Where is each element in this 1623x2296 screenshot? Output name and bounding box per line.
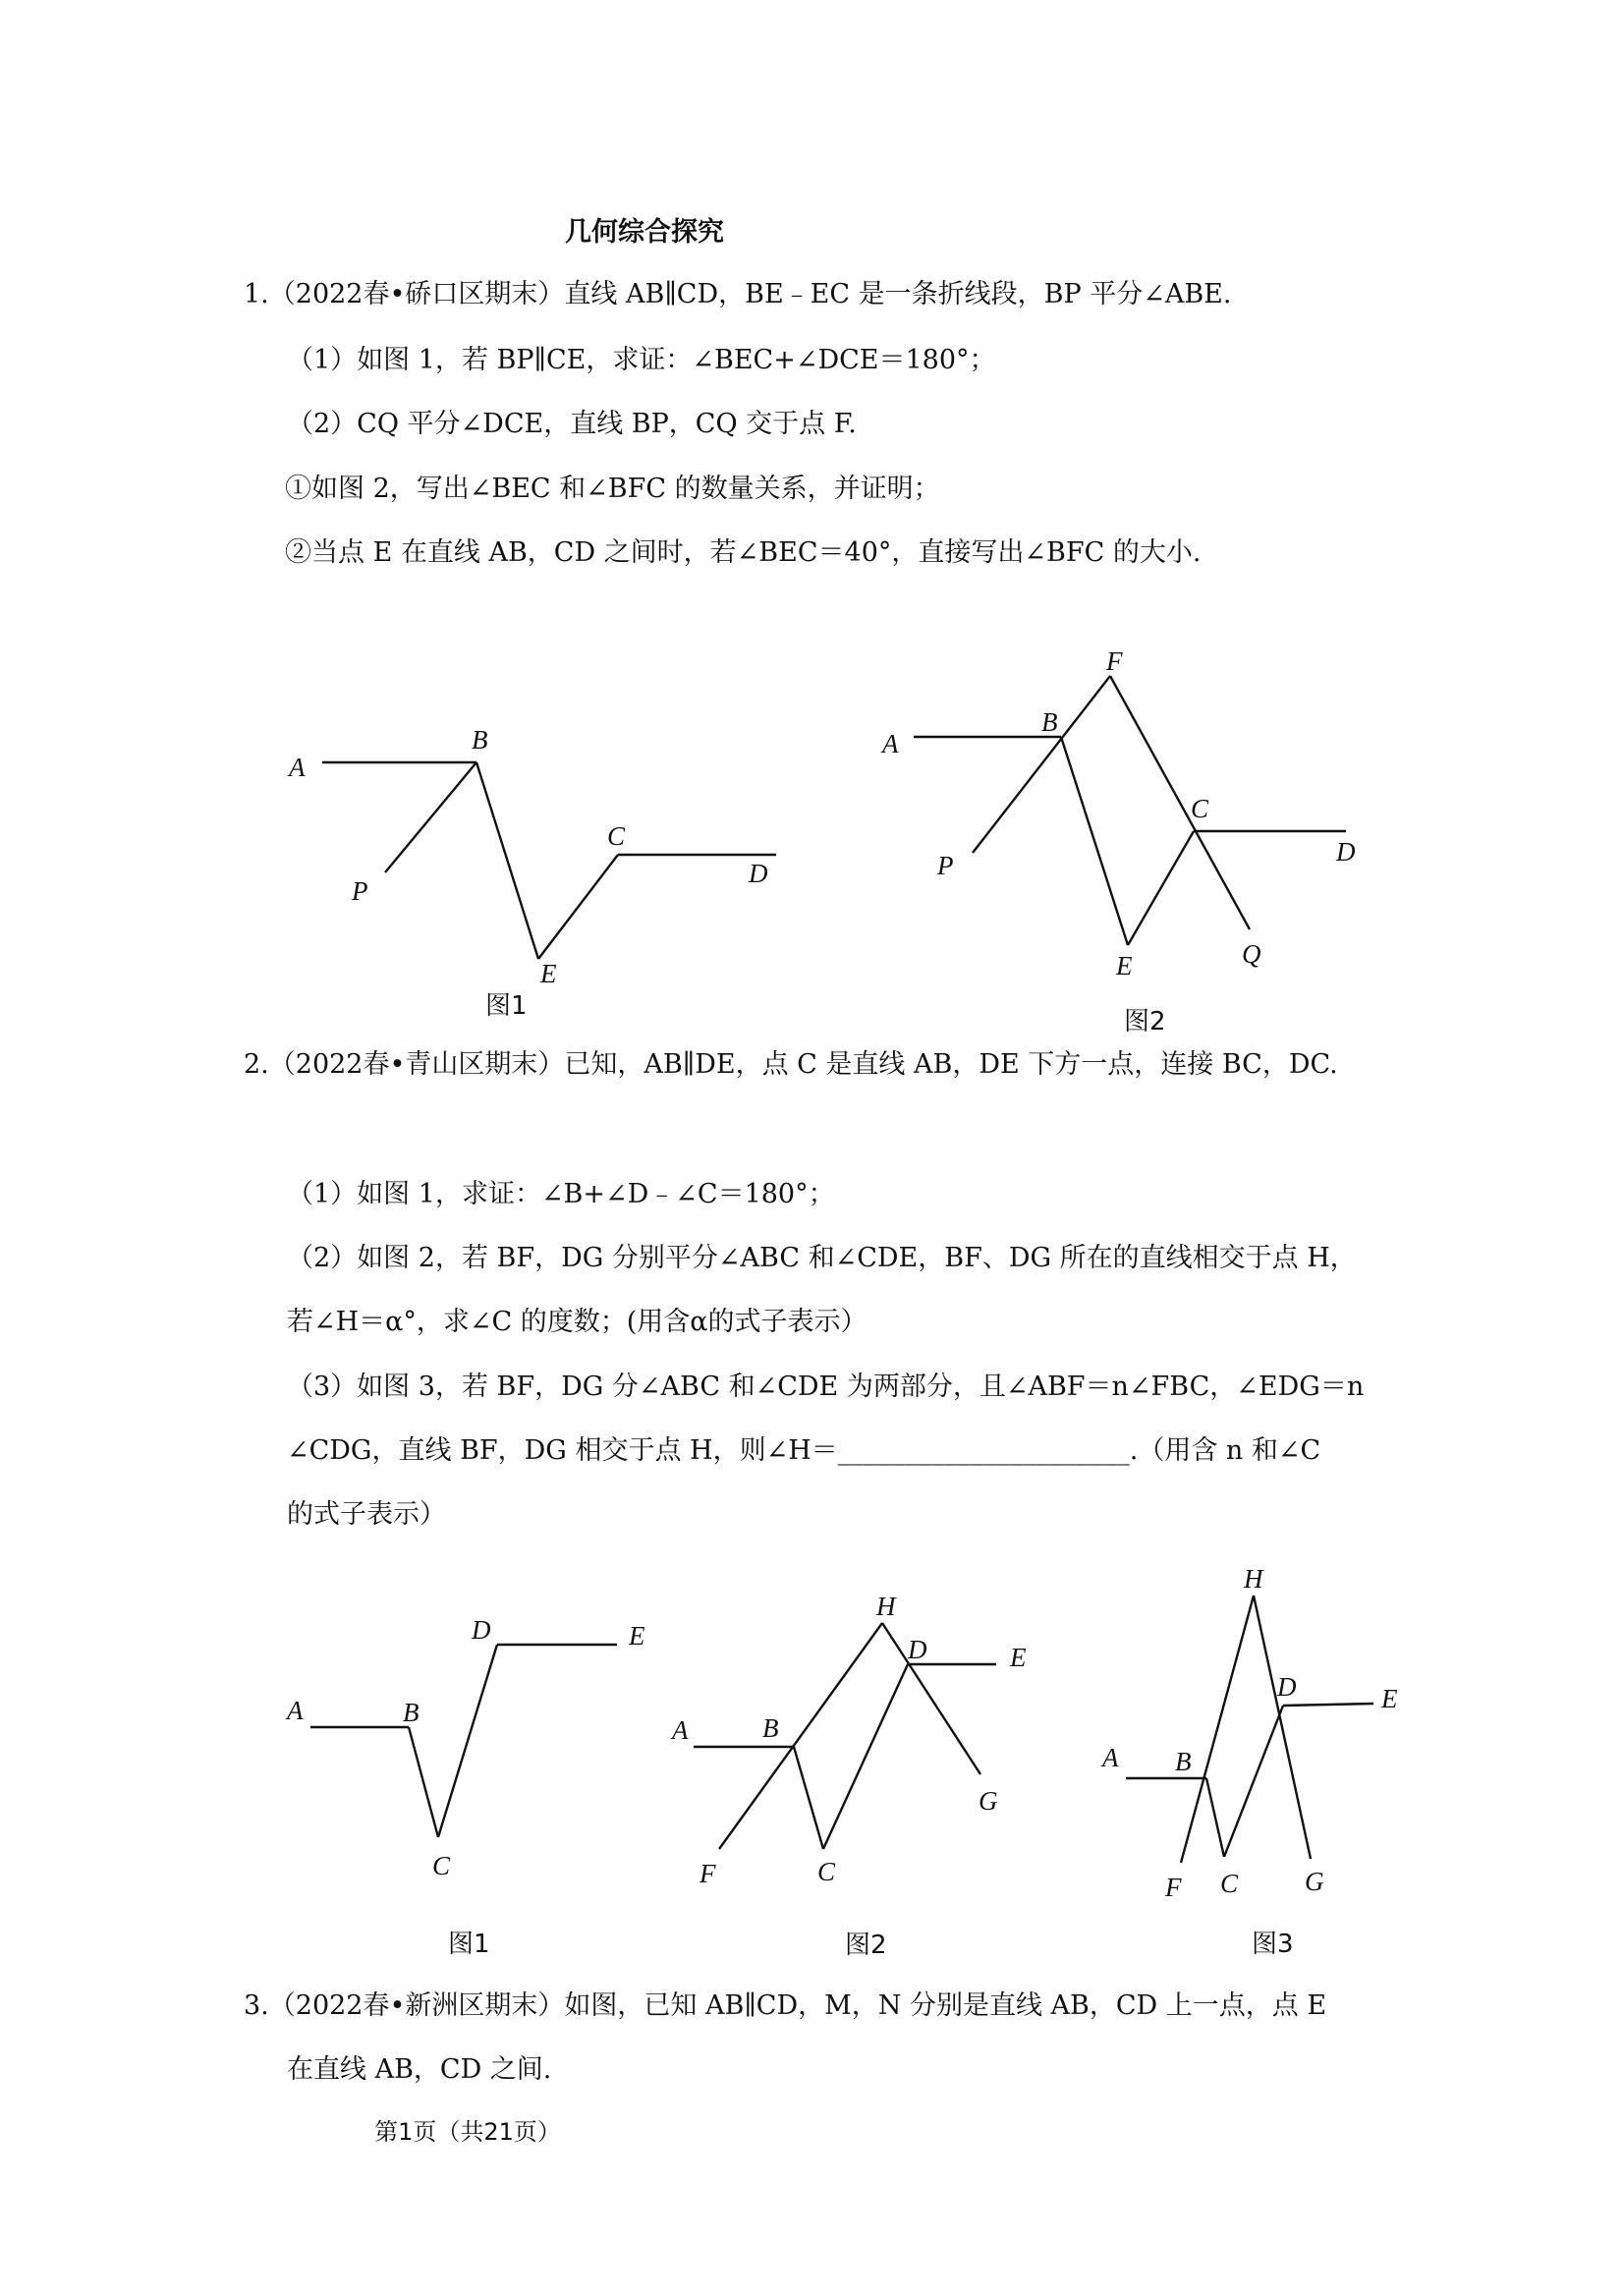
label-p: P [937,851,954,880]
q2-part2: （2）如图 2，若 BF，DG 分别平分∠ABC 和∠CDE，BF、DG 所在的直线相交于点 H， [287,1243,1357,1273]
q2-figure-1 [275,1601,688,1975]
q3-stem: 3.（2022春•新洲区期末）如图，已知 AB∥CD，M，N 分别是直线 AB，CD 上一点，点 E [244,1990,1327,2021]
q2-figure-3 [1091,1552,1425,1975]
label-c: C [1191,794,1209,823]
segment-bc [1206,1778,1224,1857]
q1-part2-sub1: ①如图 2，写出∠BEC 和∠BFC 的数量关系，并证明； [285,474,940,504]
q1-figure-1 [275,707,786,1032]
label-c: C [607,821,626,851]
label-d: D [908,1635,927,1664]
label-e: E [1116,951,1133,980]
segment-fq [1110,676,1250,929]
segment-be [1061,737,1128,945]
label-d: D [749,859,768,888]
label-b: B [1041,707,1058,737]
label-f: F [1165,1873,1182,1902]
q2-part3: （3）如图 3，若 BF，DG 分∠ABC 和∠CDE 为两部分，且∠ABF＝n∠FBC，∠EDG＝n [287,1372,1365,1402]
segment-cd [823,1664,908,1849]
label-c: C [432,1851,451,1880]
label-a: A [287,1696,304,1725]
label-a: A [289,753,306,782]
label-a: A [1102,1743,1119,1772]
label-d: D [472,1615,491,1645]
segment-cd [1224,1706,1283,1857]
label-e: E [1381,1684,1398,1713]
q3-stem-cont: 在直线 AB，CD 之间. [287,2054,552,2085]
figure-caption: 图1 [485,991,528,1021]
figure-caption: 图3 [1252,1930,1294,1959]
q1-figure-2 [865,639,1395,1041]
segment-bp [385,762,476,872]
label-d: D [1277,1672,1297,1702]
segment-ec [1128,831,1194,945]
label-b: B [472,725,488,755]
label-f: F [1106,646,1123,676]
label-a: A [672,1715,689,1745]
page-title: 几何综合探究 [565,217,724,248]
segment-be [476,762,538,959]
label-c: C [1220,1869,1239,1898]
q2-figure-2 [658,1582,1071,1975]
label-h: H [876,1592,896,1621]
q1-part1: （1）如图 1，若 BP∥CE，求证：∠BEC+∠DCE＝180°； [287,345,996,375]
label-a: A [882,729,899,758]
segment-de [1283,1704,1373,1706]
segment-bc [409,1727,438,1837]
label-c: C [817,1857,836,1886]
segment-ec [538,855,618,959]
q1-stem: 1.（2022春•硚口区期末）直线 AB∥CD，BE﹣EC 是一条折线段，BP 平分∠ABE. [244,279,1232,309]
label-p: P [352,876,368,906]
segment-bc [794,1747,823,1849]
segment-hg [1254,1596,1311,1859]
q2-stem: 2.（2022春•青山区期末）已知，AB∥DE，点 C 是直线 AB，DE 下方一点，连接 BC，DC. [244,1049,1338,1080]
label-e: E [540,959,557,988]
segment-hg [882,1623,980,1774]
label-e: E [629,1621,645,1651]
label-h: H [1244,1564,1263,1594]
label-f: F [700,1859,716,1888]
segment-cd [438,1645,497,1837]
label-g: G [979,1786,998,1816]
label-e: E [1010,1643,1027,1672]
label-b: B [762,1713,779,1743]
segment-hf [719,1623,882,1849]
q1-part2: （2）CQ 平分∠DCE，直线 BP，CQ 交于点 F. [287,409,857,439]
label-d: D [1336,837,1356,867]
figure-caption: 图1 [448,1930,490,1959]
page-footer: 第1页（共21页） [374,2118,561,2146]
label-q: Q [1242,939,1261,969]
label-b: B [1175,1747,1192,1776]
q2-part3-cont: ∠CDG，直线 BF，DG 相交于点 H，则∠H＝______________________.（用含 n 和∠C [287,1435,1321,1466]
q2-part1: （1）如图 1，求证：∠B+∠D﹣∠C＝180°； [287,1179,835,1209]
q1-part2-sub2: ②当点 E 在直线 AB，CD 之间时，若∠BEC＝40°，直接写出∠BFC 的大小. [285,537,1202,568]
figure-caption: 图2 [845,1931,887,1960]
label-g: G [1305,1867,1324,1896]
label-b: B [403,1698,420,1727]
q2-part2-cont: 若∠H＝α°，求∠C 的度数；(用含α的式子表示） [287,1307,867,1337]
q2-part3-end: 的式子表示） [287,1499,446,1530]
figure-caption: 图2 [1124,1007,1166,1036]
